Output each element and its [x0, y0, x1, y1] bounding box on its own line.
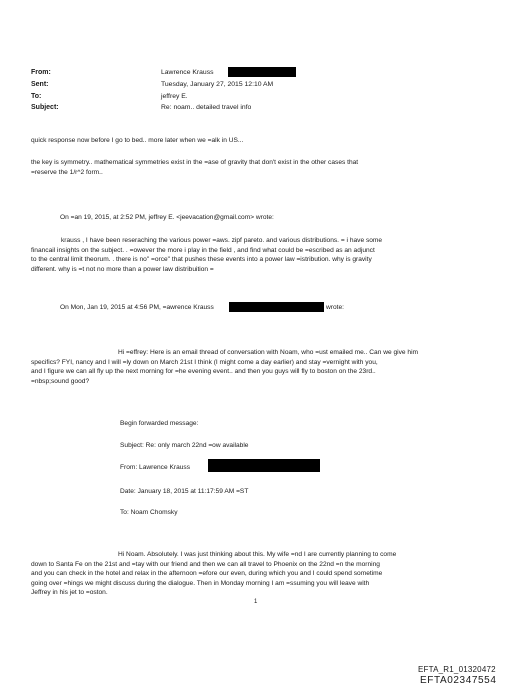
body-line: and I figure we can all fly up the next morning for =he evening event.. and then you guys will fly to boston on the 23rd.. [31, 368, 376, 376]
quote-attribution: On =an 19, 2015, at 2:52 PM, jeffrey E. <jeevacation@gmail.com> wrote: [60, 214, 274, 221]
body-paragraph-2 [31, 158, 358, 177]
subject-value: Re: noam.. detailed travel info [161, 104, 252, 111]
body-line: to the central limit theorum. . there is no" =orce" that pushes these events into a power law =istribution. why is gravity [31, 256, 372, 264]
body-line: and you can check in the hotel and relax in the afternoon =efore our even, during which you and I could spend sometime [31, 570, 383, 578]
body-line: quick response now before I go to bed.. more later when we =alk in US... [31, 137, 244, 144]
quote2-wrote: wrote: [326, 304, 344, 311]
sent-label: Sent: [31, 81, 49, 88]
quote2-intro [60, 303, 214, 313]
page-number: 1 [254, 599, 258, 605]
body-line: =reserve the 1/r^2 form.. [31, 168, 103, 176]
quote1-body [31, 236, 382, 274]
forwarded-intro: Begin forwarded message: [120, 420, 199, 427]
body-line: financail insights on the subject. . =owever the more i play in the field , and find what could be =escribed as an adjunct [31, 246, 375, 254]
body-line: going over =hings we might discuss during the dialogue. Then in Monday morning I am =ssuming you will leave with [31, 579, 370, 587]
body-line: =nbsp;sound good? [31, 377, 90, 385]
forwarded-date: Date: January 18, 2015 at 11:17:59 AM =ST [120, 488, 249, 495]
quote2-body [31, 348, 418, 386]
to-label: To: [31, 93, 42, 100]
to-value: jeffrey E. [161, 93, 188, 100]
noam-message-body [31, 550, 396, 598]
body-line: Hi =effrey: Here is an email thread of conversation with Noam, who =ust emailed me.. Can we give him [118, 349, 419, 356]
body-paragraph-1 [31, 136, 243, 146]
body-line: specifics? FYI, nancy and I will =ly down on March 21st I think (I might come a day earlier) and stay =vernight with you, [31, 358, 378, 366]
body-line: different. why is =t not no more than a power law distribuition = [31, 265, 214, 273]
quote-attribution: On Mon, Jan 19, 2015 at 4:56 PM, =awrence Krauss [60, 304, 214, 311]
body-line: down to Santa Fe on the 21st and =tay with our friend and then we can all travel to Phoenix on the 22nd =n the morning [31, 560, 380, 568]
body-line: the key is symmetry.. mathematical symmetries exist in the =ase of gravity that don't exist in the other cases that [31, 159, 359, 166]
sent-value: Tuesday, January 27, 2015 12:10 AM [161, 81, 274, 88]
quote1-intro [60, 213, 274, 223]
forwarded-subject: Subject: Re: only march 22nd =ow available [120, 442, 249, 449]
redaction-forwarded-from [208, 459, 320, 472]
redaction-from [228, 67, 296, 77]
forwarded-to: To: Noam Chomsky [120, 509, 178, 516]
body-line: krauss , I have been reseraching the various power =aws. zipf pareto. and various distributions. = i have some [61, 237, 383, 244]
from-value: Lawrence Krauss [161, 69, 214, 76]
subject-label: Subject: [31, 104, 59, 111]
body-line: Hi Noam. Absolutely. I was just thinking about this. My wife =nd I are currently planning to come [118, 551, 397, 558]
bates-number-1: EFTA_R1_01320472 [418, 665, 496, 674]
redaction-email [229, 302, 324, 312]
forwarded-from: From: Lawrence Krauss [120, 464, 190, 471]
bates-number-2: EFTA02347554 [420, 675, 497, 686]
body-line: Jeffrey in his jet to =oston. [31, 589, 108, 597]
from-label: From: [31, 69, 51, 76]
